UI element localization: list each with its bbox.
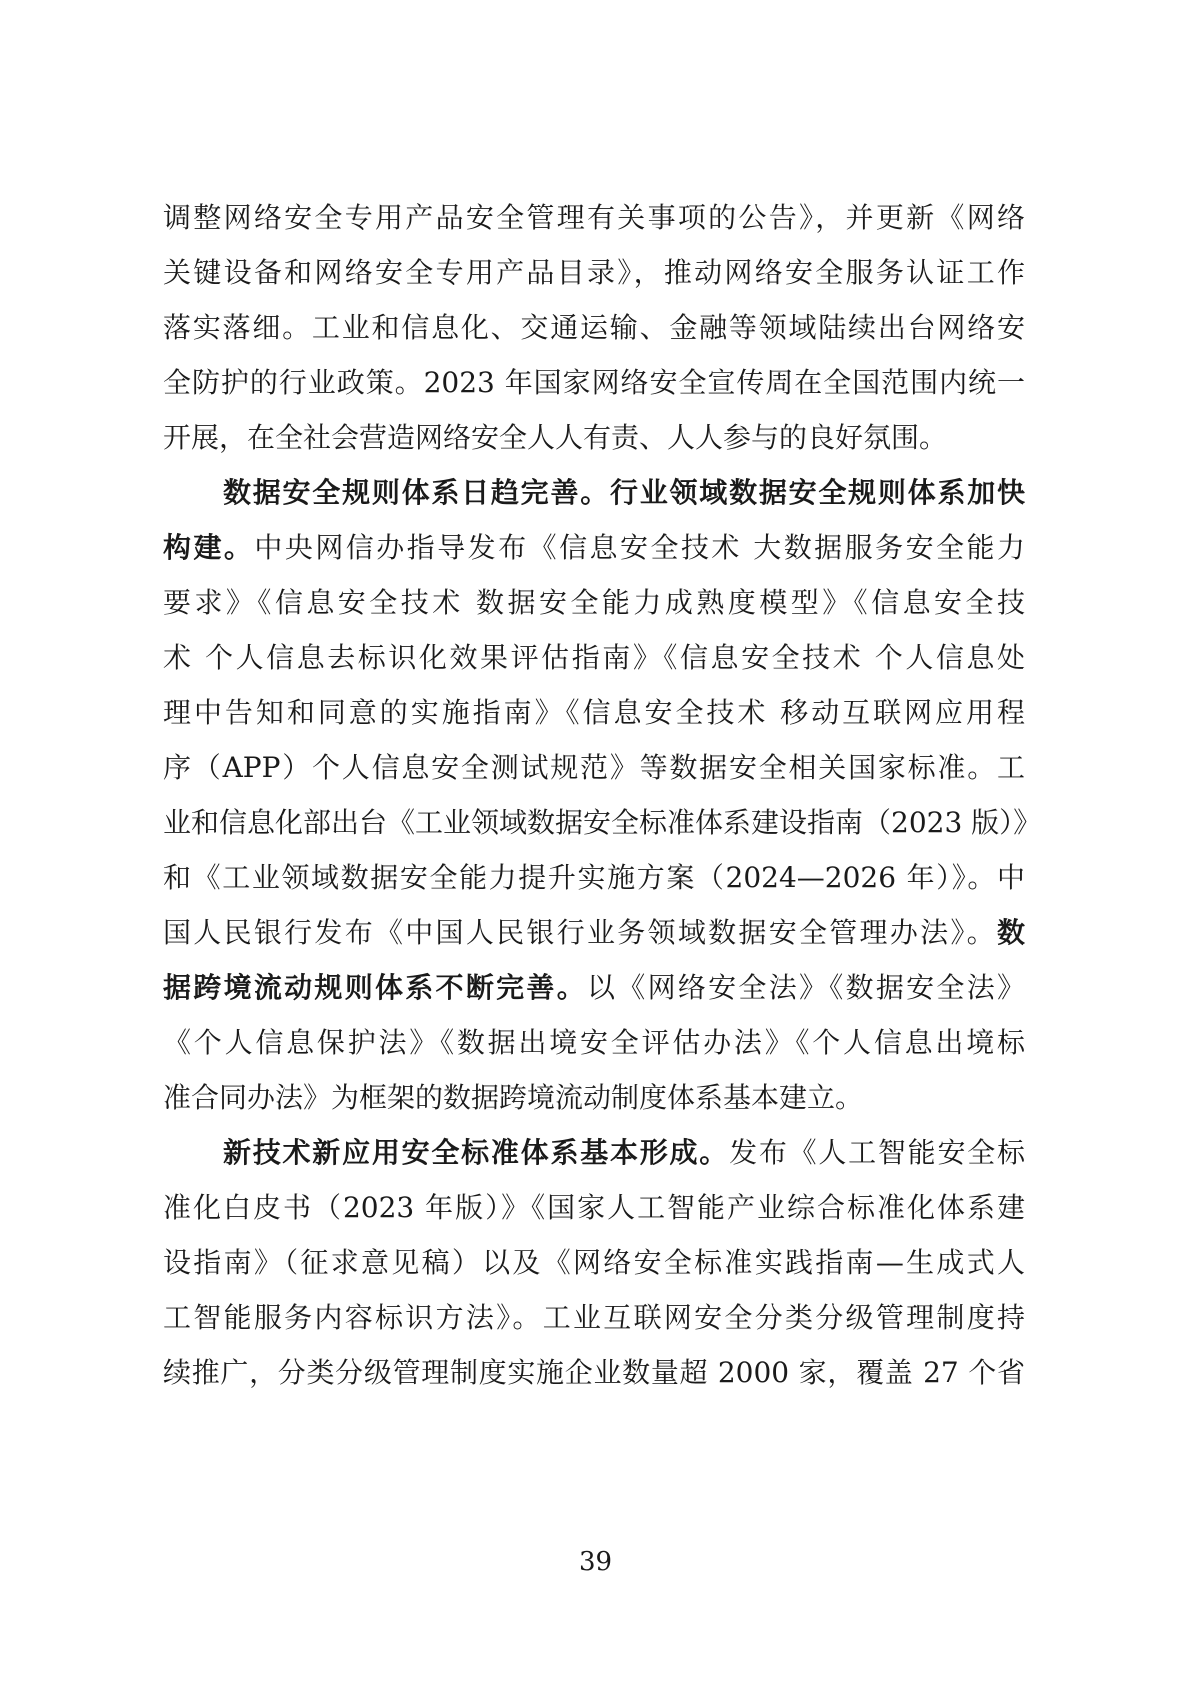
text-run: 和《工业领域数据安全能力提升实施方案（2024—2026 年）》。中	[163, 861, 1025, 894]
text-line	[163, 198, 1025, 238]
text-line	[163, 1243, 1025, 1283]
text-run: 要求》《信息安全技术 数据安全能力成熟度模型》《信息安全技	[163, 586, 1025, 619]
text-line	[163, 1353, 1025, 1393]
heading-run: 数据安全规则体系日趋完善。行业领域数据安全规则体系加快	[223, 476, 1025, 509]
text-line	[163, 583, 1025, 623]
heading-run: 据跨境流动规则体系不断完善。	[163, 971, 587, 1004]
text-run: 工智能服务内容标识方法》。工业互联网安全分类分级管理制度持	[163, 1301, 1025, 1334]
text-run: 准化白皮书（2023 年版）》《国家人工智能产业综合标准化体系建	[163, 1191, 1025, 1224]
text-run: 调整网络安全专用产品安全管理有关事项的公告》，并更新《网络	[163, 201, 1025, 234]
text-line	[163, 913, 1025, 953]
text-line	[163, 968, 1025, 1008]
heading-run: 构建。	[163, 531, 255, 564]
heading-run: 数	[996, 916, 1025, 949]
text-line	[163, 418, 1025, 458]
text-line	[163, 528, 1025, 568]
text-line	[163, 1188, 1025, 1228]
text-line	[223, 1133, 1025, 1173]
text-line	[163, 748, 1025, 788]
text-run: 国人民银行发布《中国人民银行业务领域数据安全管理办法》。	[163, 916, 997, 949]
text-run: 理中告知和同意的实施指南》《信息安全技术 移动互联网应用程	[163, 696, 1025, 729]
text-run: 以《网络安全法》《数据安全法》	[587, 971, 1025, 1004]
text-line	[163, 308, 1025, 348]
text-run: 关键设备和网络安全专用产品目录》，推动网络安全服务认证工作	[163, 256, 1025, 289]
text-line	[163, 1298, 1025, 1338]
text-run: 术 个人信息去标识化效果评估指南》《信息安全技术 个人信息处	[163, 641, 1025, 674]
text-line	[163, 803, 1042, 843]
text-line	[163, 858, 1025, 898]
text-run: 准合同办法》为框架的数据跨境流动制度体系基本建立。	[163, 1081, 864, 1114]
text-run: 落实落细。工业和信息化、交通运输、金融等领域陆续出台网络安	[163, 311, 1025, 344]
heading-run: 新技术新应用安全标准体系基本形成。	[223, 1136, 730, 1169]
text-run: 《个人信息保护法》《数据出境安全评估办法》《个人信息出境标	[163, 1026, 1025, 1059]
text-run: 全防护的行业政策。2023 年国家网络安全宣传周在全国范围内统一	[163, 366, 1025, 399]
text-run: 发布《人工智能安全标	[729, 1136, 1025, 1169]
page-number: 39	[578, 1547, 613, 1577]
text-line	[163, 1078, 1025, 1118]
text-line	[223, 473, 1025, 513]
text-line	[163, 693, 1025, 733]
text-line	[163, 1023, 1025, 1063]
text-run: 开展，在全社会营造网络安全人人有责、人人参与的良好氛围。	[163, 421, 948, 454]
text-run: 业和信息化部出台《工业领域数据安全标准体系建设指南（2023 版）》	[163, 806, 1042, 839]
text-run: 中央网信办指导发布《信息安全技术 大数据服务安全能力	[254, 531, 1025, 564]
text-line	[163, 638, 1025, 678]
text-run: 设指南》（征求意见稿）以及《网络安全标准实践指南—生成式人	[163, 1246, 1025, 1279]
text-run: 序（APP）个人信息安全测试规范》等数据安全相关国家标准。工	[163, 751, 1025, 784]
text-line	[163, 253, 1025, 293]
text-run: 续推广，分类分级管理制度实施企业数量超 2000 家，覆盖 27 个省	[163, 1356, 1025, 1389]
text-line	[163, 363, 1025, 403]
